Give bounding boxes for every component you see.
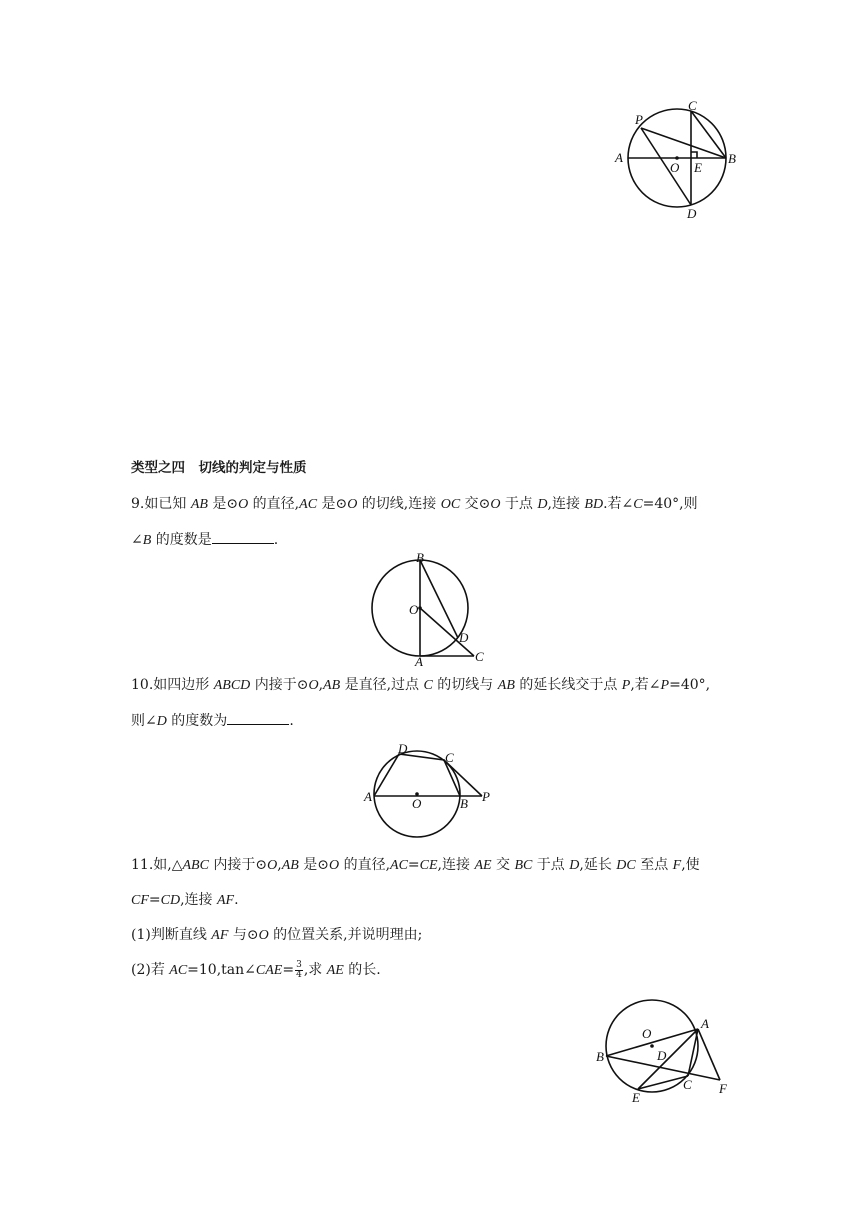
q11-line2: CF=CD,连接 AF. [131,892,239,908]
label-a: A [701,1016,709,1031]
segment-ac [688,1029,698,1076]
label-b: B [596,1049,604,1064]
label-o: O [670,160,680,175]
label-d: D [657,1048,667,1063]
q11-line1: 11.如,△ABC 内接于⊙O,AB 是⊙O 的直径,AC=CE,连接 AE 交 BC 于点 D,延长 DC 至点 F,使 [131,857,700,873]
figure-q9 [364,550,494,669]
label-p: P [635,112,643,127]
q10-line1: 10.如四边形 ABCD 内接于⊙O,AB 是直径,过点 C 的切线与 AB 的延长线交于点 P,若∠P=40°, [131,677,711,693]
figure-top-diagram [615,100,745,220]
label-c: C [445,750,454,765]
figure-q11 [594,998,734,1108]
label-d: D [687,206,697,221]
label-o: O [409,602,419,617]
q9-answer-blank[interactable] [212,529,274,544]
label-o: O [642,1026,652,1041]
figure-q10 [362,738,502,842]
right-angle-mark [691,152,697,158]
label-d: D [459,630,469,645]
figure-q9-diagram [364,550,494,669]
q10-answer-blank[interactable] [227,710,289,725]
label-b: B [728,151,736,166]
figure-q10-diagram [362,738,502,842]
label-b: B [460,796,468,811]
label-b: B [416,550,424,565]
label-o: O [412,796,422,811]
label-e: E [632,1090,640,1105]
q11-part2: (2)若 AC=10,tan∠CAE= $\frac{3}{4}$ ,求 AE 的长. [131,959,381,980]
label-p: P [482,789,490,804]
label-c: C [683,1077,692,1092]
q11-part1: (1)判断直线 AF 与⊙O 的位置关系,并说明理由; [131,927,423,943]
section-title: 类型之四 切线的判定与性质 [131,460,307,476]
label-a: A [415,654,423,669]
q10-line2: 则∠D 的度数为 . [131,710,294,732]
label-c: C [688,98,697,113]
fraction-three-quarters: $\frac{3}{4}$ [296,959,302,980]
label-c: C [475,649,484,664]
figure-q11-diagram [594,998,734,1108]
figure-top [615,100,745,220]
segment-pd [641,128,691,205]
q9-line1: 9.如已知 AB 是⊙O 的直径,AC 是⊙O 的切线,连接 OC 交⊙O 于点 D,连接 BD.若∠C=40°,则 [131,496,698,512]
q9-line2: ∠B 的度数是 . [131,529,278,551]
label-a: A [364,789,372,804]
label-e: E [694,160,702,175]
label-f: F [719,1081,727,1096]
segment-af [698,1029,720,1080]
label-a: A [615,150,623,165]
segment-pb [641,128,726,158]
label-d: D [398,741,408,756]
tangent-cp [444,760,482,796]
